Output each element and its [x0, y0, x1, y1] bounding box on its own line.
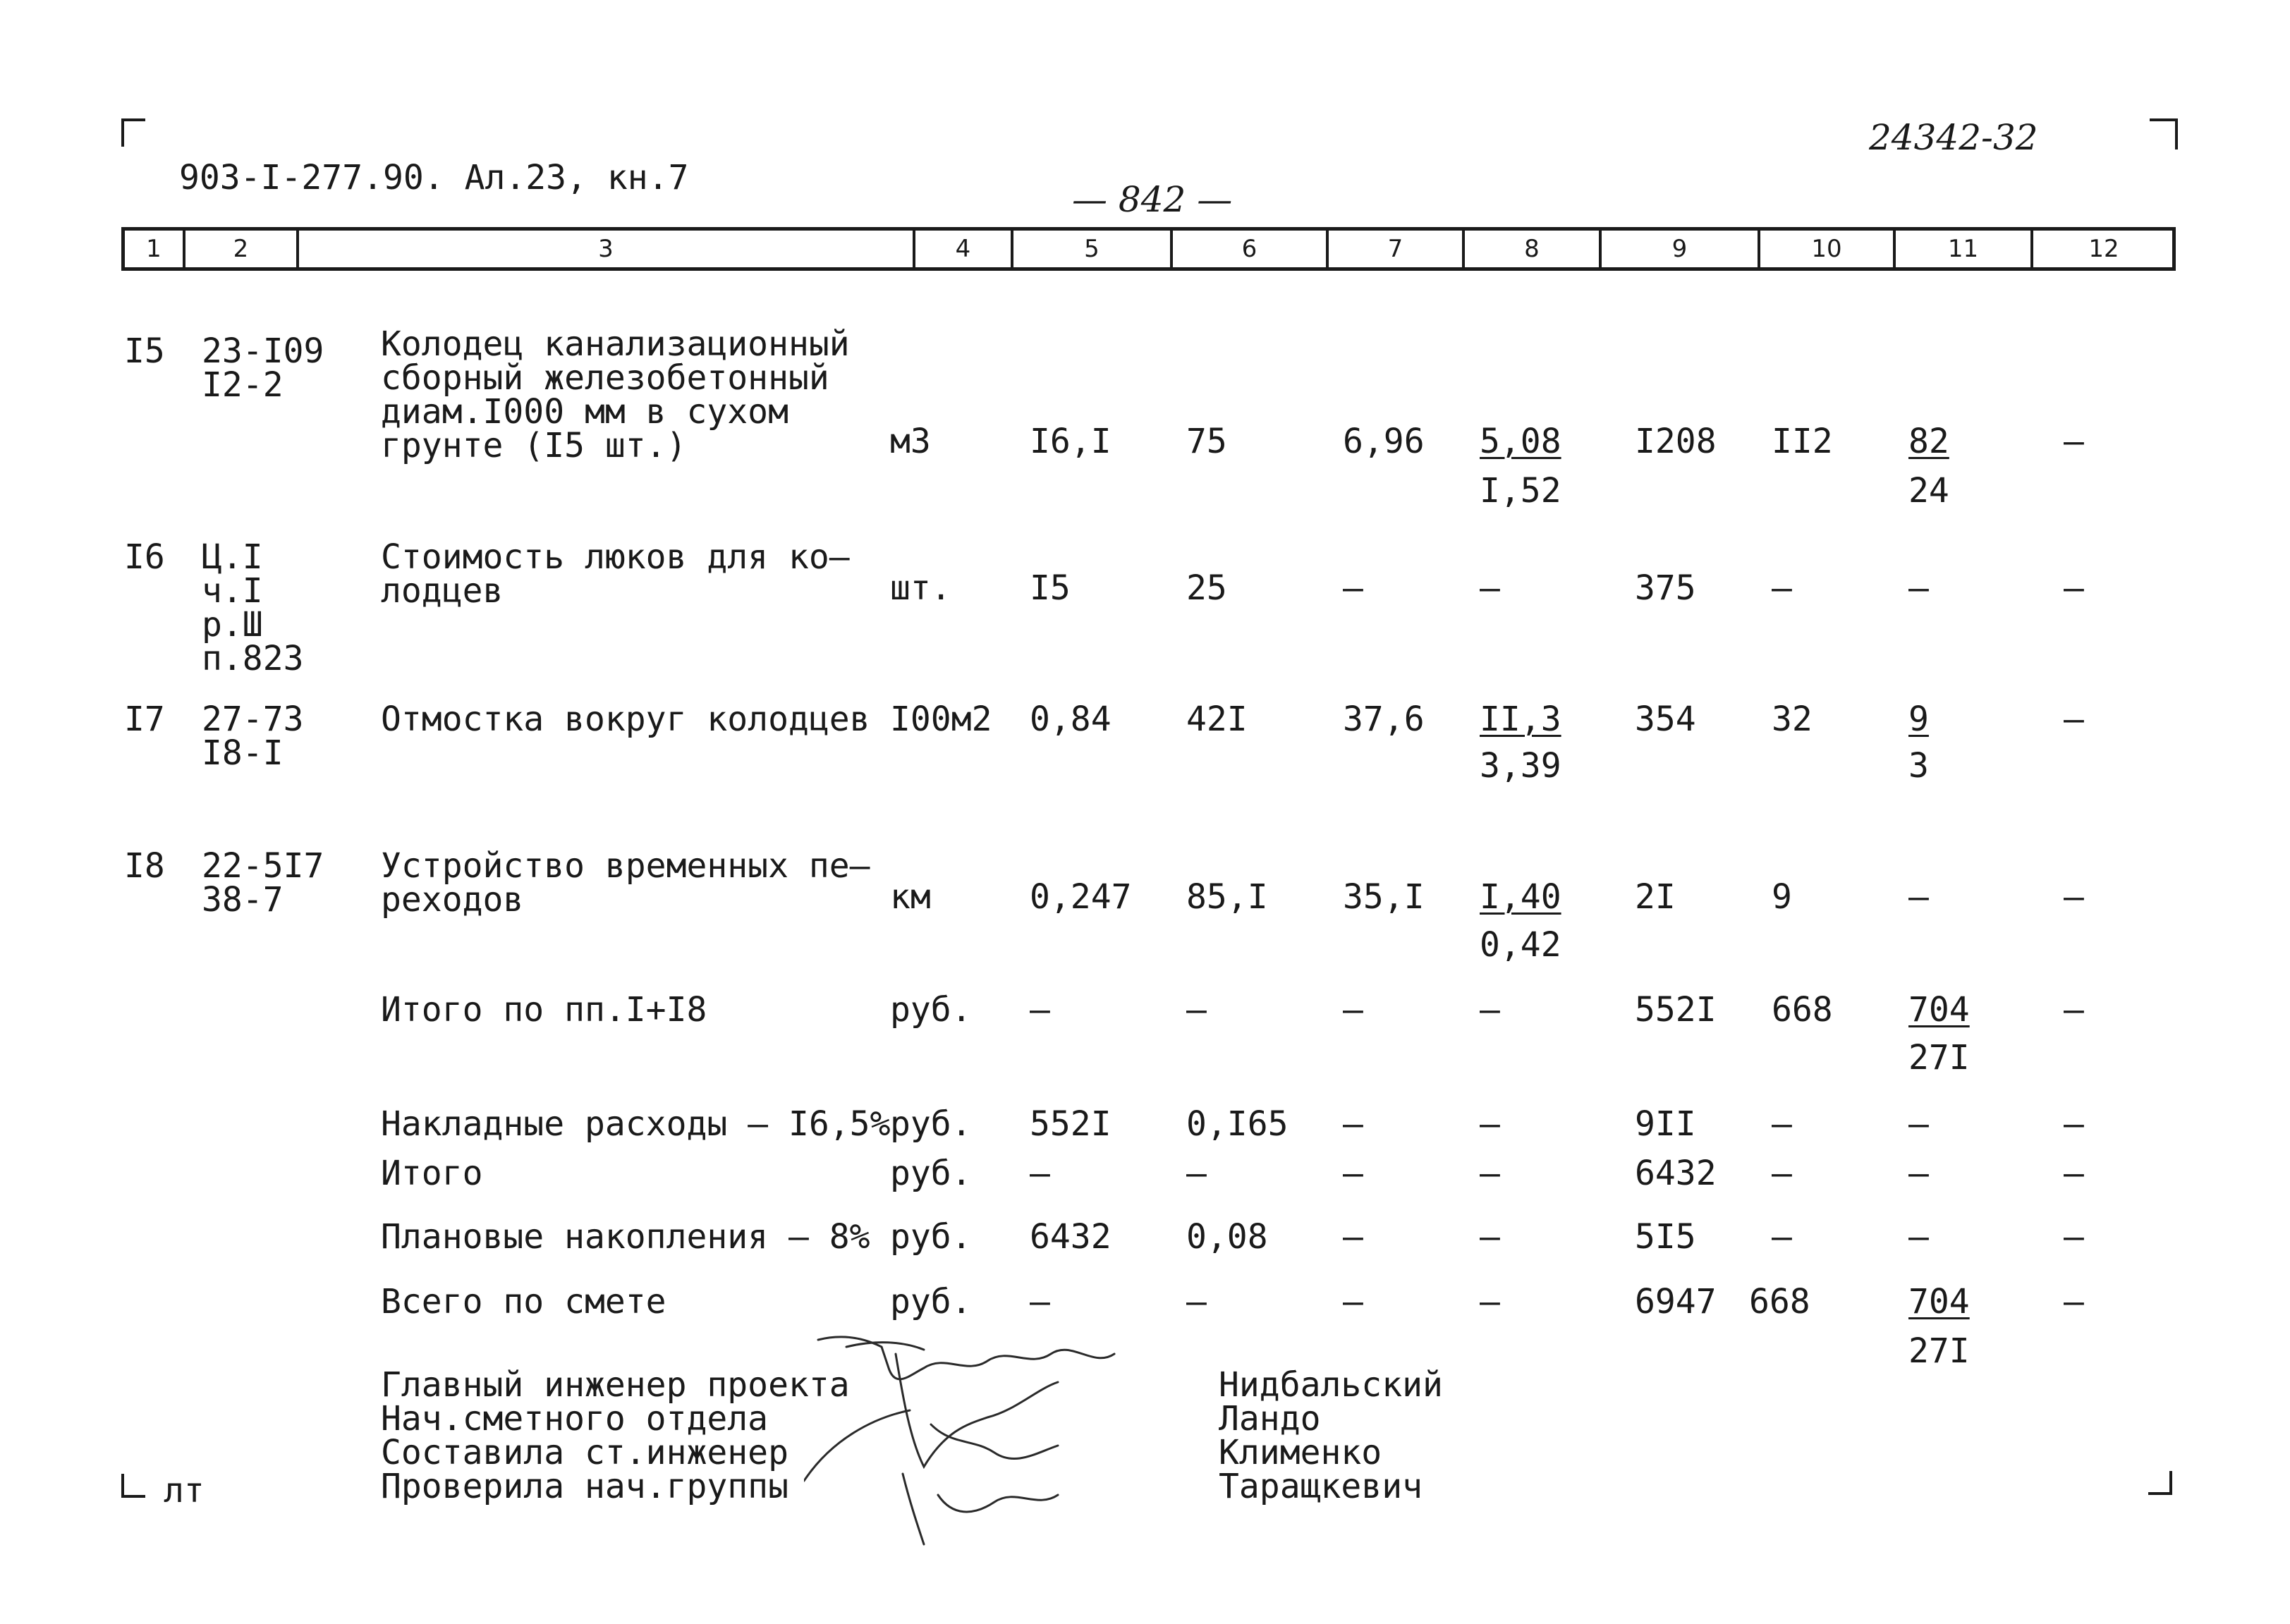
column-11-value: 82	[1908, 422, 1949, 461]
column-8-value: –	[1480, 1154, 1500, 1193]
column-8-value: –	[1480, 990, 1500, 1030]
column-number: 9	[1671, 235, 1688, 263]
signatory-name: Таращкевич	[1219, 1467, 1423, 1506]
column-number: 4	[955, 235, 971, 263]
column-12-value: –	[2064, 700, 2084, 739]
totals-label: Итого	[381, 1154, 483, 1193]
unit: км	[890, 877, 931, 917]
work-description: Отмостка вокруг колодцев	[381, 700, 870, 739]
corner-mark-top-right	[2150, 118, 2178, 149]
row-number: I5	[124, 331, 165, 371]
total-cost: 6432	[1635, 1154, 1717, 1193]
column-11-value: 704	[1908, 1282, 1970, 1321]
total-cost: 9II	[1635, 1104, 1696, 1144]
quantity: I5	[1030, 568, 1071, 608]
column-number: 5	[1084, 235, 1100, 263]
quantity: I6,I	[1030, 422, 1111, 461]
norm-code: 22-5I7 38-7	[202, 846, 324, 920]
column-8-value-secondary: 3,39	[1480, 746, 1561, 786]
corner-mark-bottom-right	[2148, 1471, 2172, 1495]
column-10-value: –	[1772, 1154, 1792, 1193]
column-12-value: –	[2064, 990, 2084, 1030]
column-12-value: –	[2064, 1104, 2084, 1144]
unit-cost: 0,08	[1186, 1217, 1268, 1257]
total-cost: 5I5	[1635, 1217, 1696, 1257]
corner-mark-top-left	[121, 118, 145, 147]
quantity: 6432	[1030, 1217, 1111, 1257]
column-11-value-secondary: 27I	[1908, 1038, 1970, 1077]
signatory-role: Составила ст.инженер	[381, 1433, 788, 1472]
column-10-value: 668	[1749, 1282, 1810, 1321]
column-12-value: –	[2064, 1154, 2084, 1193]
norm-code: 27-73 I8-I	[202, 700, 304, 773]
document-reference: 903-I-277.90. Ал.23, кн.7	[179, 158, 689, 197]
unit: руб.	[890, 1104, 972, 1144]
column-7-value: –	[1343, 1217, 1363, 1257]
unit-cost: 75	[1186, 422, 1227, 461]
signatory-name: Клименко	[1219, 1433, 1382, 1472]
column-number: 8	[1524, 235, 1540, 263]
column-7-value: –	[1343, 568, 1363, 608]
unit: руб.	[890, 1282, 972, 1321]
signatory-role: Главный инженер проекта	[381, 1365, 850, 1405]
work-description: Колодец канализационный сборный железобетонный диам.I000 мм в сухом грунте (I5 шт.)	[381, 324, 850, 465]
column-12-value: –	[2064, 877, 2084, 917]
unit: м3	[890, 422, 931, 461]
column-11-value-secondary: 27I	[1908, 1331, 1970, 1371]
column-12-value: –	[2064, 1217, 2084, 1257]
column-8-value: –	[1480, 1282, 1500, 1321]
column-10-value: 32	[1772, 700, 1813, 739]
column-number: 7	[1387, 235, 1403, 263]
total-cost: 6947	[1635, 1282, 1717, 1321]
unit-cost: 85,I	[1186, 877, 1268, 917]
signatory-names	[1219, 1365, 1443, 1506]
work-description: Устройство временных пе– реходов	[381, 846, 870, 920]
column-number: 2	[233, 235, 249, 263]
column-10-value: 9	[1772, 877, 1792, 917]
unit-cost: 42I	[1186, 700, 1248, 739]
totals-label: Всего по смете	[381, 1282, 666, 1321]
column-7-value: –	[1343, 1154, 1363, 1193]
page-number: — 842 —	[1072, 179, 1233, 220]
quantity: –	[1030, 1154, 1050, 1193]
column-12-value: –	[2064, 568, 2084, 608]
column-11-value: 9	[1908, 700, 1929, 739]
column-8-value: –	[1480, 1104, 1500, 1144]
quantity: –	[1030, 1282, 1050, 1321]
norm-code: 23-I09 I2-2	[202, 331, 324, 405]
signatory-role: Нач.сметного отдела	[381, 1399, 769, 1439]
quantity: 552I	[1030, 1104, 1111, 1144]
unit: руб.	[890, 1154, 972, 1193]
column-number: 1	[146, 235, 162, 263]
column-10-value: –	[1772, 1217, 1792, 1257]
unit-cost: –	[1186, 1282, 1207, 1321]
column-11-value-secondary: 3	[1908, 746, 1929, 786]
total-cost: 2I	[1635, 877, 1676, 917]
column-8-value-secondary: 0,42	[1480, 925, 1561, 965]
column-8-value: –	[1480, 1217, 1500, 1257]
row-number: I6	[124, 537, 165, 577]
totals-label: Итого по пп.I+I8	[381, 990, 707, 1030]
column-7-value: –	[1343, 1282, 1363, 1321]
column-11-value: –	[1908, 568, 1929, 608]
inventory-number: 24342-32	[1869, 117, 2038, 158]
column-8-value-secondary: I,52	[1480, 471, 1561, 511]
column-number-header	[121, 227, 2176, 271]
column-8-value: 5,08	[1480, 422, 1561, 461]
signatory-role: Проверила нач.группы	[381, 1467, 788, 1506]
total-cost: 354	[1635, 700, 1696, 739]
row-number: I7	[124, 700, 165, 739]
column-number: 11	[1947, 235, 1979, 263]
column-7-value: –	[1343, 1104, 1363, 1144]
column-8-value: –	[1480, 568, 1500, 608]
column-11-value: –	[1908, 1217, 1929, 1257]
column-11-value: –	[1908, 1154, 1929, 1193]
column-number: 12	[2088, 235, 2119, 263]
total-cost: 375	[1635, 568, 1696, 608]
column-10-value: –	[1772, 1104, 1792, 1144]
column-11-value: –	[1908, 1104, 1929, 1144]
corner-mark-bottom-left	[121, 1474, 145, 1498]
column-8-value: I,40	[1480, 877, 1561, 917]
column-12-value: –	[2064, 422, 2084, 461]
handwritten-signatures	[804, 1326, 1199, 1551]
unit-cost: –	[1186, 1154, 1207, 1193]
column-7-value: 35,I	[1343, 877, 1425, 917]
quantity: –	[1030, 990, 1050, 1030]
quantity: 0,84	[1030, 700, 1111, 739]
unit-cost: 0,I65	[1186, 1104, 1289, 1144]
signatory-name: Ландо	[1219, 1399, 1321, 1439]
column-7-value: 6,96	[1343, 422, 1425, 461]
totals-label: Накладные расходы – I6,5%	[381, 1104, 891, 1144]
unit: шт.	[890, 568, 951, 608]
totals-label: Плановые накопления – 8%	[381, 1217, 870, 1257]
column-12-value: –	[2064, 1282, 2084, 1321]
total-cost: I208	[1635, 422, 1717, 461]
column-number: 6	[1241, 235, 1257, 263]
column-10-value: –	[1772, 568, 1792, 608]
total-cost: 552I	[1635, 990, 1717, 1030]
footer-mark: лт	[164, 1471, 205, 1510]
column-8-value: II,3	[1480, 700, 1561, 739]
unit: руб.	[890, 1217, 972, 1257]
column-10-value: 668	[1772, 990, 1833, 1030]
column-number: 3	[598, 235, 614, 263]
column-11-value: –	[1908, 877, 1929, 917]
signatory-roles	[381, 1365, 850, 1506]
column-number: 10	[1811, 235, 1842, 263]
column-10-value: II2	[1772, 422, 1833, 461]
unit: I00м2	[890, 700, 992, 739]
column-7-value: –	[1343, 990, 1363, 1030]
unit-cost: –	[1186, 990, 1207, 1030]
row-number: I8	[124, 846, 165, 886]
column-7-value: 37,6	[1343, 700, 1425, 739]
signatory-name: Нидбальский	[1219, 1365, 1443, 1405]
column-11-value-secondary: 24	[1908, 471, 1949, 511]
norm-code: Ц.I ч.I р.Ш п.823	[202, 537, 304, 678]
quantity: 0,247	[1030, 877, 1132, 917]
work-description: Стоимость люков для ко– лодцев	[381, 537, 850, 611]
column-11-value: 704	[1908, 990, 1970, 1030]
unit: руб.	[890, 990, 972, 1030]
unit-cost: 25	[1186, 568, 1227, 608]
